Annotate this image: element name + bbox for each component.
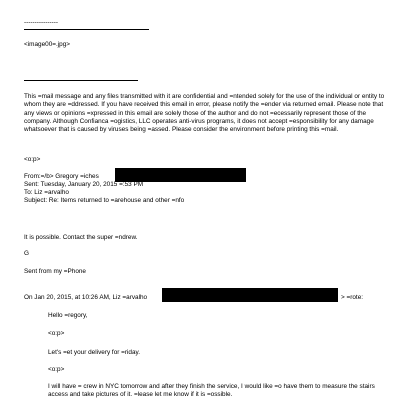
- disclaimer-rule: [24, 80, 138, 81]
- header-rule: [24, 29, 149, 30]
- quoted-paragraph: I will have = crew in NYC tomorrow and after they finish the service, I would like =o have them to measure the stairs access and take pictures of it. =lease let me know if it is =ossible.: [48, 383, 375, 399]
- email-sent: Sent: Tuesday, January 20, 2015 =:53 PM: [24, 181, 144, 188]
- redaction-block: [115, 168, 246, 182]
- reply-sent-from: Sent from my =Phone: [24, 268, 86, 275]
- quoted-intro: On Jan 20, 2015, at 10:26 AM, Liz =arvalho: [24, 294, 148, 301]
- quoted-line: Let's =et your delivery for =riday.: [48, 349, 141, 356]
- email-to: To: Liz =arvalho: [24, 189, 69, 196]
- disclaimer-paragraph: This =mail message and any files transmitted with it are confidential and =ntended solely for the use of the individual or entity to whom they are =ddressed. If you have received this email in error, please notify the =ender via returned email. Please note that any views or opinions =xpressed in this email are solely those of the author and do not =ecessarily represent those of the company. Although Confianca =ogistics, LLC operates anti-virus programs, it does not accept =esponsibility for any damage whatsoever that is caused by viruses being =assed. Please consider the environment before printing this =mail.: [24, 93, 385, 134]
- quoted-op-tag: <o:p>: [48, 366, 65, 373]
- email-from: From:=/b> Gregory =iches: [24, 173, 99, 180]
- redaction-block: [162, 288, 338, 302]
- quoted-intro-end: > =rote:: [341, 294, 364, 301]
- quoted-op-tag: <o:p>: [48, 330, 65, 337]
- reply-line: It is possible. Contact the super =ndrew.: [24, 234, 138, 241]
- disclaimer-op-tag: <o:p>: [24, 156, 41, 163]
- header-dashes: ----------------: [24, 19, 59, 26]
- reply-signoff: G: [24, 250, 29, 257]
- quoted-greeting: Hello =regory,: [48, 312, 88, 319]
- email-subject: Subject: Re: Items returned to =arehouse and other =nfo: [24, 197, 185, 204]
- image-reference: <image00=.jpg>: [24, 41, 71, 48]
